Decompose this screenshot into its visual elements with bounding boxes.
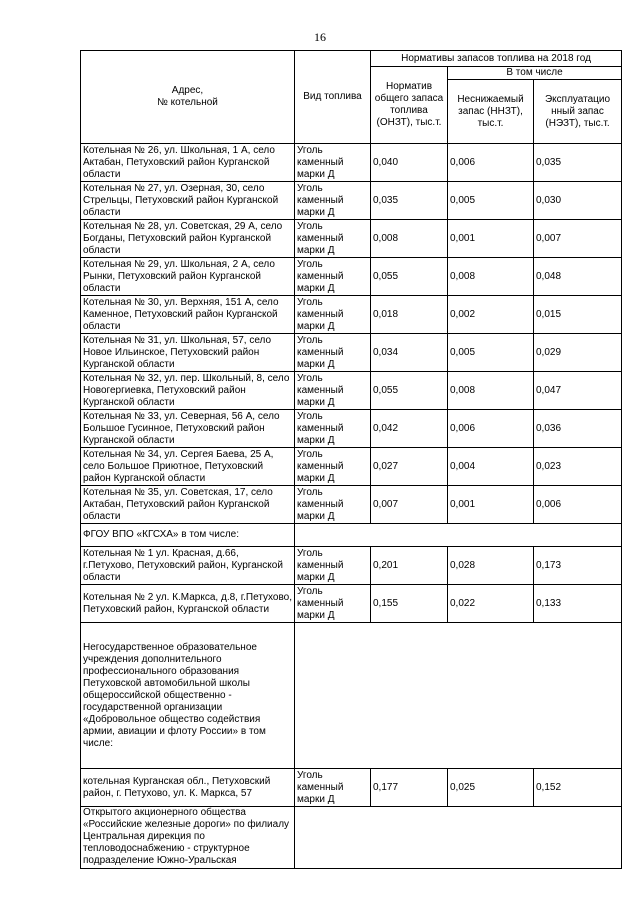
header-address: Адрес, № котельной: [81, 51, 295, 144]
fuel-norms-table: [80, 50, 622, 869]
fuel-type: Уголь каменный марки Д: [295, 258, 371, 296]
nnzt-value: 0,002: [448, 296, 534, 334]
nnzt-value: 0,025: [448, 769, 534, 807]
boiler-address: Котельная № 32, ул. пер. Школьный, 8, село Новогергиевка, Петуховский район Курганской области: [81, 372, 295, 410]
nezt-value: 0,047: [534, 372, 622, 410]
table-row: [81, 585, 622, 623]
boiler-address: Котельная № 29, ул. Школьная, 2 А, село Рынки, Петуховский район Курганской области: [81, 258, 295, 296]
total-norm: 0,034: [371, 334, 448, 372]
total-norm: 0,008: [371, 220, 448, 258]
nnzt-value: 0,004: [448, 448, 534, 486]
fuel-type: Уголь каменный марки Д: [295, 334, 371, 372]
table-row: [81, 547, 622, 585]
total-norm: 0,055: [371, 258, 448, 296]
fuel-type: Уголь каменный марки Д: [295, 585, 371, 623]
nezt-value: 0,036: [534, 410, 622, 448]
fuel-type: Уголь каменный марки Д: [295, 547, 371, 585]
section-rzd: Открытого акционерного общества «Российские железные дороги» по филиалу Центральная дирекция по тепловодоснабжению - структурное подразделение Южно-Уральская: [81, 807, 295, 869]
boiler-address: Котельная № 1 ул. Красная, д.66, г.Петухово, Петуховский район, Курганской области: [81, 547, 295, 585]
total-norm: 0,201: [371, 547, 448, 585]
nnzt-value: 0,005: [448, 182, 534, 220]
nezt-value: 0,152: [534, 769, 622, 807]
table-row: [81, 769, 622, 807]
total-norm: 0,042: [371, 410, 448, 448]
table-row: [81, 182, 622, 220]
nezt-value: 0,029: [534, 334, 622, 372]
table-row: [81, 334, 622, 372]
table-row: [81, 144, 622, 182]
header-fuel-type: Вид топлива: [295, 51, 371, 144]
nnzt-value: 0,005: [448, 334, 534, 372]
boiler-address: Котельная № 33, ул. Северная, 56 А, село Большое Гусинное, Петуховский район Курганской области: [81, 410, 295, 448]
fuel-type: Уголь каменный марки Д: [295, 410, 371, 448]
table-row: [81, 410, 622, 448]
boiler-address: Котельная № 26, ул. Школьная, 1 А, село Актабан, Петуховский район Курганской области: [81, 144, 295, 182]
header-total-onzt: Норматив общего запаса топлива (ОНЗТ), тыс.т.: [371, 67, 448, 144]
fuel-type: Уголь каменный марки Д: [295, 182, 371, 220]
nezt-value: 0,023: [534, 448, 622, 486]
nnzt-value: 0,008: [448, 258, 534, 296]
total-norm: 0,027: [371, 448, 448, 486]
nezt-value: 0,035: [534, 144, 622, 182]
nnzt-value: 0,008: [448, 372, 534, 410]
total-norm: 0,007: [371, 486, 448, 524]
nezt-value: 0,006: [534, 486, 622, 524]
boiler-address: Котельная № 31, ул. Школьная, 57, село Новое Ильинское, Петуховский район Курганской области: [81, 334, 295, 372]
boiler-address: Котельная № 2 ул. К.Маркса, д.8, г.Петухово, Петуховский район, Курганской области: [81, 585, 295, 623]
table-row: [81, 448, 622, 486]
nezt-value: 0,173: [534, 547, 622, 585]
table-row: [81, 258, 622, 296]
table-row: [81, 486, 622, 524]
total-norm: 0,040: [371, 144, 448, 182]
fuel-type: Уголь каменный марки Д: [295, 220, 371, 258]
fuel-type: Уголь каменный марки Д: [295, 372, 371, 410]
nezt-value: 0,048: [534, 258, 622, 296]
table-row: [81, 372, 622, 410]
fuel-type: Уголь каменный марки Д: [295, 769, 371, 807]
total-norm: 0,155: [371, 585, 448, 623]
boiler-address: Котельная № 27, ул. Озерная, 30, село Стрельцы, Петуховский район Курганской области: [81, 182, 295, 220]
nnzt-value: 0,001: [448, 220, 534, 258]
nnzt-value: 0,022: [448, 585, 534, 623]
total-norm: 0,018: [371, 296, 448, 334]
boiler-address: Котельная № 35, ул. Советская, 17, село Актабан, Петуховский район Курганской области: [81, 486, 295, 524]
table-row: [81, 296, 622, 334]
section-kgsha: ФГОУ ВПО «КГСХА» в том числе:: [81, 524, 295, 547]
header-including: В том числе: [448, 67, 622, 80]
nnzt-value: 0,028: [448, 547, 534, 585]
boiler-address: Котельная № 28, ул. Советская, 29 А, село Богданы, Петуховский район Курганской области: [81, 220, 295, 258]
total-norm: 0,055: [371, 372, 448, 410]
section-dosaaf: Негосударственное образовательное учреждения дополнительного профессионального образования Петуховской автомобильной школы общероссийской общественно - государственной организации «Добровольное общество содействия армии, авиации и флоту России» в том числе:: [81, 623, 295, 769]
header-norms-2018: Нормативы запасов топлива на 2018 год: [371, 51, 622, 67]
nezt-value: 0,133: [534, 585, 622, 623]
fuel-type: Уголь каменный марки Д: [295, 448, 371, 486]
header-nnzt: Неснижаемый запас (ННЗТ), тыс.т.: [448, 80, 534, 144]
nnzt-value: 0,001: [448, 486, 534, 524]
fuel-type: Уголь каменный марки Д: [295, 486, 371, 524]
page-number: 16: [314, 30, 326, 44]
total-norm: 0,177: [371, 769, 448, 807]
nnzt-value: 0,006: [448, 144, 534, 182]
nezt-value: 0,030: [534, 182, 622, 220]
nnzt-value: 0,006: [448, 410, 534, 448]
boiler-address: котельная Курганская обл., Петуховский район, г. Петухово, ул. К. Маркса, 57: [81, 769, 295, 807]
header-nezt: Эксплуатацио нный запас (НЭЗТ), тыс.т.: [534, 80, 622, 144]
fuel-type: Уголь каменный марки Д: [295, 296, 371, 334]
boiler-address: Котельная № 30, ул. Верхняя, 151 А, село Каменное, Петуховский район Курганской области: [81, 296, 295, 334]
boiler-address: Котельная № 34, ул. Сергея Баева, 25 А, село Большое Приютное, Петуховский район Курганской области: [81, 448, 295, 486]
table-row: [81, 220, 622, 258]
nezt-value: 0,015: [534, 296, 622, 334]
nezt-value: 0,007: [534, 220, 622, 258]
fuel-type: Уголь каменный марки Д: [295, 144, 371, 182]
total-norm: 0,035: [371, 182, 448, 220]
